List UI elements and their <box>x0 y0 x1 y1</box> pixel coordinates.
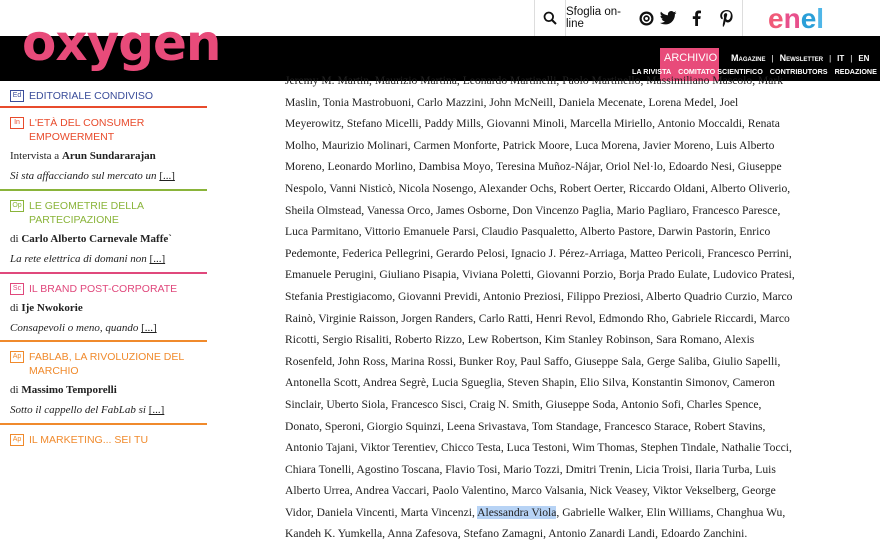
twitter-button[interactable] <box>655 0 681 36</box>
sidebar-item-geometrie[interactable] <box>0 191 207 272</box>
nav-la-rivista[interactable]: LA RIVISTA <box>632 67 672 76</box>
badge-ed: Ed <box>10 90 24 102</box>
sidebar-item-teaser <box>10 321 197 336</box>
read-more-link[interactable]: [...] <box>141 322 157 334</box>
sidebar-item-editoriale[interactable] <box>0 81 207 106</box>
teaser-text: Sotto il cappello del FabLab si <box>10 404 146 416</box>
sidebar-item-fablab[interactable] <box>0 342 207 423</box>
sidebar-item-teaser <box>10 252 197 267</box>
search-button[interactable] <box>535 0 565 36</box>
byline-author: Ije Nwokorie <box>21 302 83 314</box>
nav-separator: | <box>829 53 832 63</box>
names-after: , Gabrielle Walker, Elin Williams, Changhua Wu, Kandeh K. Yumkella, Anna Zafesova, Stefano Zamagni, Antonio Zanardi Landi, Edoardo Zanchini. <box>285 505 786 541</box>
oxygen-logo[interactable]: oxygen <box>22 14 221 72</box>
nav-lang-en[interactable]: EN <box>858 53 870 63</box>
nav-separator: | <box>850 53 853 63</box>
sidebar-item-byline <box>10 232 197 247</box>
nav-separator: | <box>771 53 774 63</box>
nav-comitato-scientifico[interactable]: COMITATO SCIENTIFICO <box>678 67 763 76</box>
nav-lang-it[interactable]: IT <box>837 53 845 63</box>
sidebar-item-title[interactable]: EDITORIALE CONDIVISO <box>29 90 154 102</box>
byline-prefix: di <box>10 384 19 396</box>
read-more-link[interactable]: [...] <box>149 253 166 265</box>
sidebar-item-byline <box>10 149 197 164</box>
sfoglia-online-link[interactable] <box>566 0 654 36</box>
facebook-button[interactable] <box>684 0 708 36</box>
sidebar-item-brand-post-corporate[interactable] <box>0 274 207 340</box>
issuu-icon <box>639 11 654 26</box>
sidebar-item-marketing[interactable] <box>0 425 207 447</box>
byline-author: Arun Sundararajan <box>61 150 156 162</box>
enel-logo[interactable]: enel <box>768 3 825 34</box>
badge-sc: Sc <box>10 283 24 295</box>
teaser-text: Consapevoli o meno, quando <box>10 322 139 334</box>
badge-op: Op <box>10 200 24 212</box>
archivio-label: ARCHIVIO <box>664 52 718 64</box>
sidebar-item-teaser <box>10 169 197 184</box>
byline-prefix: Intervista a <box>10 150 60 162</box>
byline-author: Carlo Alberto Carnevale Maffe` <box>21 233 172 245</box>
badge-in: In <box>10 117 24 129</box>
byline-prefix: di <box>10 302 19 314</box>
nav-magazine[interactable]: Magazine <box>731 53 766 63</box>
facebook-icon <box>692 10 701 26</box>
highlighted-name: Alessandra Viola <box>477 505 557 519</box>
badge-ap: Ap <box>10 434 24 446</box>
search-icon <box>543 11 557 25</box>
twitter-icon <box>660 11 677 25</box>
read-more-link[interactable]: [...] <box>159 170 175 182</box>
sidebar-item-title[interactable]: L'ETÀ DEL CONSUMER EMPOWERMENT <box>29 117 145 143</box>
nav-redazione[interactable]: REDAZIONE <box>834 67 877 76</box>
sidebar-item-byline <box>10 301 197 316</box>
read-more-link[interactable]: [...] <box>148 404 165 416</box>
byline-author: Massimo Temporelli <box>21 384 117 396</box>
pinterest-button[interactable] <box>712 0 740 36</box>
contributors-text <box>285 70 795 545</box>
pinterest-icon <box>720 10 733 27</box>
sfoglia-label: Sfoglia on-line <box>566 6 621 30</box>
sidebar-item-byline <box>10 383 197 398</box>
nav-newsletter[interactable]: Newsletter <box>779 53 824 63</box>
divider <box>742 0 743 36</box>
sidebar-item-title[interactable]: IL MARKETING... SEI TU <box>29 434 149 446</box>
sidebar-item-teaser <box>10 403 197 418</box>
byline-prefix: di <box>10 233 19 245</box>
sidebar-item-consumer-empowerment[interactable] <box>0 108 207 189</box>
sidebar <box>0 81 207 445</box>
sidebar-item-title[interactable]: LE GEOMETRIE DELLA PARTECIPAZIONE <box>29 200 144 226</box>
badge-ap: Ap <box>10 351 24 363</box>
teaser-text: La rete elettrica di domani non <box>10 253 147 265</box>
sidebar-item-title[interactable]: IL BRAND POST-CORPORATE <box>29 283 178 295</box>
teaser-text: Si sta affacciando sul mercato un <box>10 170 157 182</box>
names-before: Jeremy M. Martin, Maurizio Martina, Leonardo Martinelli, Paolo Martinello, Massimiliano Mascolo, Mark Maslin, Tonia Mastrobuoni, Carlo Mazzini, John McNeill, Daniela Mecenate, Lorena Medel, Joel Meyerowitz, Stefano Micelli, Paddy Mills, Giovanni Minoli, Marcella Miriello, Antonio Moccaldi, Renata Molho, Maurizio Molinari, Carmen Monforte, Patrick Moore, Luca Morena, Javier Moreno, Luis Alberto Moreno, Leonardo Morlino, Dambisa Moyo, Teresina Muñoz-Nájar, Oriol Nel·lo, Edoardo Nesi, Giuseppe Nespolo, Vanni Nisticò, Nicola Nosengo, Alexander Ochs, Robert Oerter, Riccardo Oldani, Alberto Oliverio, Sheila Olmstead, Vanessa Orco, James Osborne, Don Vincenzo Paglia, Mario Pagliaro, Francesco Paresce, Luca Parmitano, Vittorio Emanuele Parsi, Claudio Pasqualetto, Alberto Pastore, Darwin Pastorin, Enrico Pedemonte, Federica Pellegrini, Gerardo Pelosi, Ignacio J. Pérez-Arriaga, Matteo Pericoli, Francesco Perrini, Emanuele Perugini, Giuliano Pisapia, Viviana Poletti, Giovanni Porzio, Borja Prado Eulate, Ludovico Pratesi, Stefania Prestigiacomo, Giovanni Previdi, Antonio Preziosi, Filippo Preziosi, Alberto Quadrio Curzio, Marco Rainò, Virginie Raisson, Jorgen Randers, Carlo Ratti, Henri Revol, Edmondo Rho, Gabriele Riccardi, Marco Ricotti, Sergio Risaliti, Roberto Rizzo, Lew Robertson, Kim Stanley Robinson, Sara Romano, Alexis Rosenfeld, John Ross, Marina Rossi, Bunker Roy, Paul Saffo, Giuseppe Sala, Gerge Saliba, Giulio Sapelli, Antonella Scott, Andrea Segrè, Lucia Sgueglia, Steven Shapin, Elio Silva, Konstantin Simonov, Cameron Sinclair, Uberto Siola, Francesco Sisci, Craig N. Smith, Giuseppe Soda, Antonio Sofi, Charles Spence, Donato, Speroni, Giorgio Squinzi, Leena Srivastava, Tom Standage, Francesco Starace, Robert Stavins, Antonio Tajani, Viktor Terentiev, Chicco Testa, Luca Testoni, Wim Thomas, Stephen Tindale, Nathalie Tocci, Chiara Tonelli, Agostino Toscana, Flavio Tosi, Mario Tozzi, Dmitri Trenin, Licia Troisi, Ilaria Turba, Luis Alberto Urrea, Andrea Vaccari, Paolo Valentino, Marco Valsania, Nick Veasey, Viktor Vekselberg, George Vidor, Daniela Vincenti, Marta Vincenzi, <box>285 74 795 519</box>
nav-contributors[interactable]: CONTRIBUTORS <box>769 67 828 76</box>
contributors-list <box>285 74 795 541</box>
nav-top <box>731 53 869 63</box>
sidebar-item-title[interactable]: FABLAB, LA RIVOLUZIONE DEL MARCHIO <box>29 351 184 377</box>
